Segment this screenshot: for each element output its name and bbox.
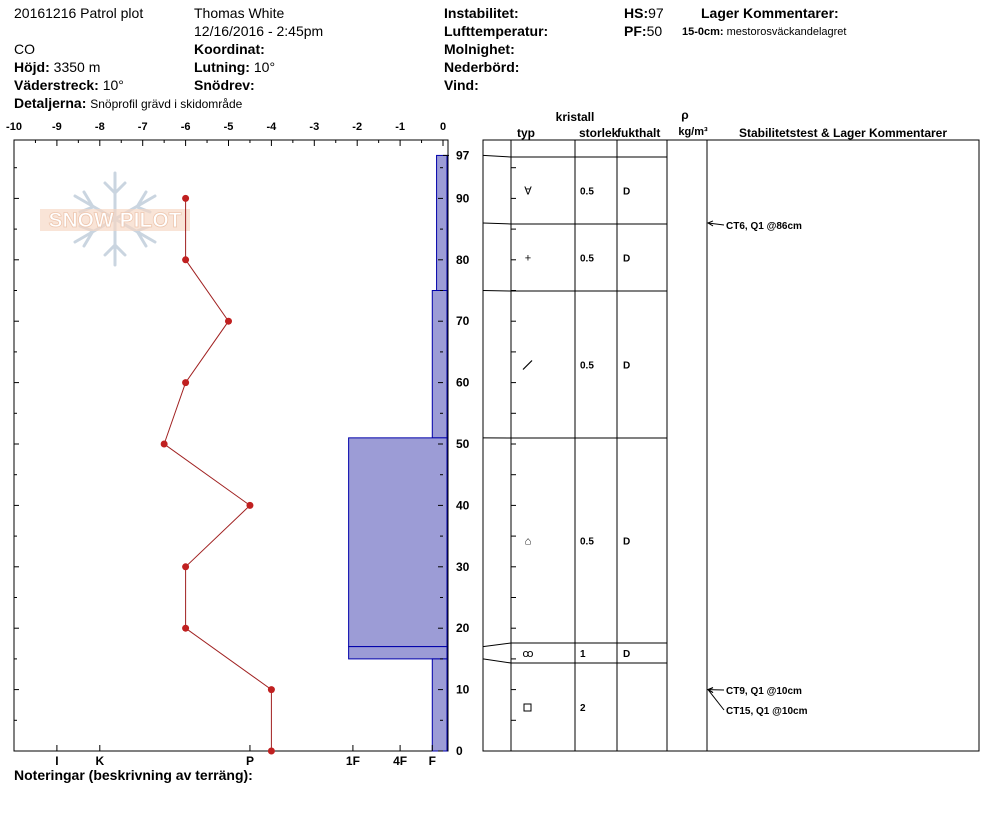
- crystal-size: 0.5: [580, 253, 594, 265]
- air-temp-label: Lufttemperatur:: [444, 23, 549, 39]
- layer-comments-label: Lager Kommentarer:: [701, 5, 839, 21]
- hardness-bar-0: [437, 155, 447, 290]
- layer-comment-depth: 15-0cm:: [682, 26, 724, 38]
- depth-tick-label: 80: [456, 252, 470, 267]
- hardness-bar-2: [349, 438, 447, 647]
- hardness-axis: [55, 745, 436, 768]
- temp-tick-label: -4: [266, 121, 277, 133]
- moisture-value: D: [623, 253, 631, 265]
- notes-label: Noteringar (beskrivning av terräng):: [14, 767, 253, 783]
- temperature-point: [246, 502, 253, 509]
- crystal-square-icon: [524, 704, 531, 711]
- hardness-tick-label: F: [428, 754, 436, 768]
- depth-tick-label: 70: [456, 314, 470, 329]
- header-rho: ρ: [681, 108, 689, 122]
- crystal-size: 0.5: [580, 360, 594, 372]
- header-storlek: storlek: [579, 126, 619, 140]
- plot-name: 20161216 Patrol plot: [14, 5, 144, 21]
- depth-tick-label: 20: [456, 621, 470, 636]
- layer-table-rows: [522, 186, 630, 715]
- stability-leader: [708, 690, 724, 710]
- header-fukthalt: fukthalt: [617, 126, 661, 140]
- temp-tick-label: -2: [352, 121, 363, 133]
- aspect-label: Väderstreck:: [14, 77, 99, 93]
- temp-tick-label: -7: [137, 121, 148, 133]
- precip-label: Nederbörd:: [444, 59, 520, 75]
- logo-text: SNOW PILOT: [48, 209, 182, 232]
- details-label: Detaljerna:: [14, 95, 87, 111]
- moisture-value: D: [623, 186, 631, 198]
- crystal-facet-icon: [523, 361, 532, 370]
- temp-tick-label: -6: [180, 121, 191, 133]
- depth-tick-label: 10: [456, 682, 470, 697]
- hardness-bar-3: [349, 647, 447, 659]
- moisture-value: D: [623, 649, 631, 660]
- temperature-series: [161, 195, 275, 755]
- temp-tick-label: -8: [94, 121, 105, 133]
- elevation-label: Höjd:: [14, 59, 50, 75]
- stability-label: CT15, Q1 @10cm: [726, 706, 808, 717]
- hardness-bar-4: [432, 659, 447, 751]
- depth-tick-label: 60: [456, 375, 470, 390]
- temp-tick-label: -10: [6, 121, 22, 133]
- temperature-point: [182, 563, 189, 570]
- hardness-tick-label: 4F: [393, 754, 408, 768]
- coordinate-label: Koordinat:: [194, 41, 265, 57]
- crystal-size: 0.5: [580, 536, 594, 548]
- crystal-type-icon: ∀: [524, 185, 532, 198]
- hardness-bar-1: [432, 291, 447, 438]
- depth-tick-label: 40: [456, 498, 470, 513]
- crystal-size: 0.5: [580, 186, 594, 198]
- drift-label: Snödrev:: [194, 77, 255, 93]
- temp-tick-label: -5: [223, 121, 234, 133]
- temp-tick-label: 0: [439, 121, 447, 133]
- stability-label: CT6, Q1 @86cm: [726, 221, 802, 232]
- temperature-point: [161, 441, 168, 448]
- depth-tick-label: 50: [456, 437, 470, 451]
- temperature-point: [182, 195, 189, 202]
- hs-value: 97: [648, 5, 664, 21]
- crystal-type-icon: +: [524, 252, 532, 265]
- temp-tick-label: -3: [309, 121, 320, 133]
- crystal-size: 2: [580, 703, 586, 714]
- pf-value: 50: [646, 23, 663, 39]
- temp-tick-label: -1: [395, 121, 405, 133]
- observer: Thomas White: [194, 5, 285, 21]
- temperature-point: [182, 625, 189, 632]
- wind-label: Vind:: [444, 77, 479, 93]
- elevation-value: 3350 m: [53, 59, 101, 75]
- hardness-tick-label: I: [55, 754, 59, 768]
- aspect-value: 10°: [102, 77, 124, 93]
- hardness-layer-group: [349, 155, 447, 751]
- moisture-value: D: [623, 536, 631, 548]
- hardness-tick-label: K: [95, 754, 105, 768]
- hardness-tick-label: P: [245, 754, 254, 768]
- layer-comment-text: mestorosväckandelagret: [726, 26, 847, 38]
- temperature-point: [268, 748, 275, 755]
- layer-boundary: [483, 291, 667, 292]
- header-stability: Stabilitetstest & Lager Kommentarer: [738, 126, 948, 140]
- header-density-unit: kg/m³: [678, 126, 708, 138]
- temperature-point: [225, 318, 232, 325]
- depth-tick-label: 0: [456, 744, 463, 758]
- moisture-value: D: [623, 360, 631, 372]
- temperature-point: [182, 379, 189, 386]
- slope-label: Lutning:: [194, 59, 250, 75]
- datetime: 12/16/2016 - 2:45pm: [194, 23, 324, 39]
- header-kristall: kristall: [555, 110, 595, 124]
- temp-tick-label: -9: [52, 121, 62, 133]
- snowpilot-logo: [40, 173, 190, 265]
- crystal-type-icon: ⌂: [524, 535, 532, 548]
- temperature-point: [182, 256, 189, 263]
- region: CO: [14, 41, 35, 57]
- crystal-size: 1: [580, 649, 586, 660]
- details-value: Snöprofil grävd i skidområde: [90, 97, 243, 111]
- layer-table-grid: [483, 140, 707, 751]
- hs-label: HS:: [624, 5, 649, 21]
- temperature-point: [268, 686, 275, 693]
- header-typ: typ: [517, 126, 535, 140]
- crystal-type-icon: ꝏ: [522, 648, 534, 660]
- cloud-label: Molnighet:: [444, 41, 515, 57]
- slope-value: 10°: [253, 59, 276, 75]
- hardness-tick-label: 1F: [345, 754, 360, 768]
- pf-label: PF:: [624, 23, 647, 39]
- depth-tick-label: 90: [456, 191, 470, 206]
- temperature-line: [164, 198, 271, 751]
- instability-label: Instabilitet:: [444, 5, 519, 21]
- temperature-axis: [6, 121, 446, 146]
- depth-tick-label: 97: [456, 148, 470, 163]
- stability-tests: [708, 221, 808, 717]
- depth-tick-label: 30: [456, 559, 470, 574]
- stability-label: CT9, Q1 @10cm: [726, 686, 802, 697]
